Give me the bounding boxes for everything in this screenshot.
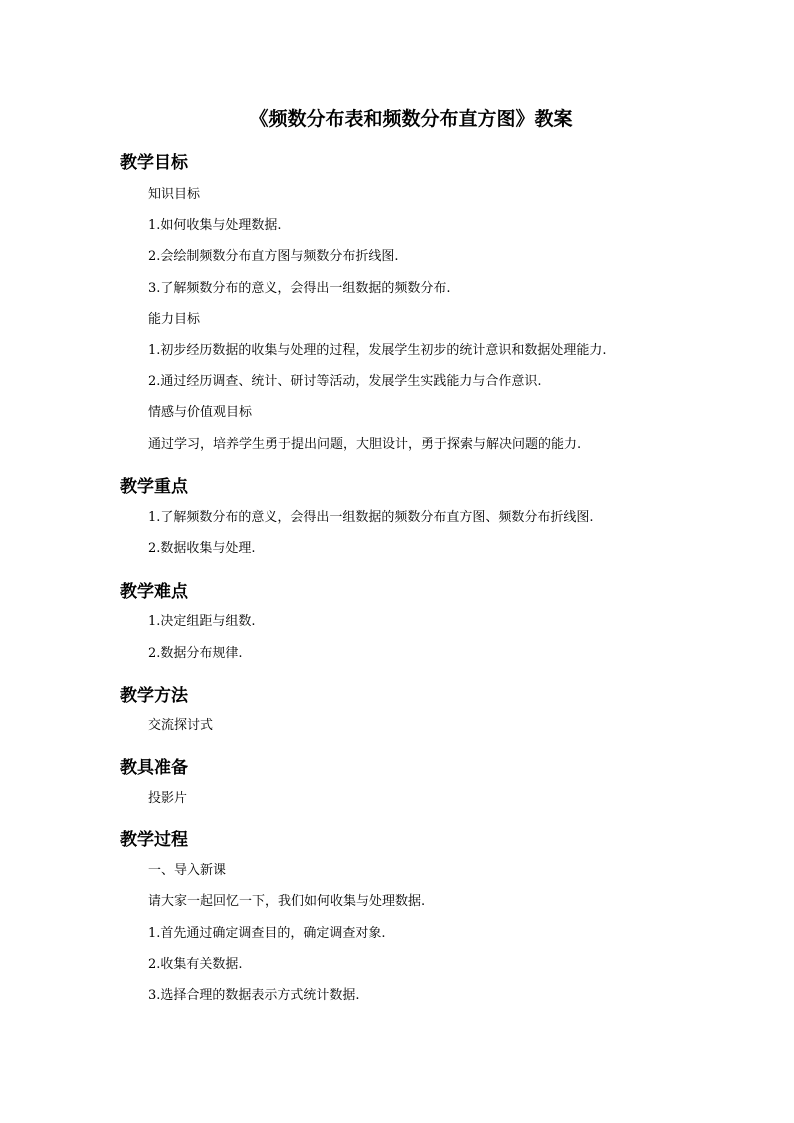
section-heading: 教学过程 bbox=[120, 830, 188, 850]
text-line: 一、导入新课 bbox=[148, 863, 227, 878]
text-line: 1.决定组距与组数. bbox=[148, 614, 256, 629]
text-line: 3.选择合理的数据表示方式统计数据. bbox=[148, 988, 360, 1003]
text-line: 1.初步经历数据的收集与处理的过程，发展学生初步的统计意识和数据处理能力. bbox=[148, 343, 607, 358]
text-line: 投影片 bbox=[148, 791, 188, 806]
document-title: 《频数分布表和频数分布直方图》教案 bbox=[249, 108, 573, 130]
text-line: 知识目标 bbox=[148, 187, 201, 202]
text-line: 2.通过经历调查、统计、研讨等活动，发展学生实践能力与合作意识. bbox=[148, 374, 542, 389]
text-line: 通过学习，培养学生勇于提出问题，大胆设计，勇于探索与解决问题的能力. bbox=[148, 437, 582, 452]
section-heading: 教学重点 bbox=[120, 477, 188, 497]
text-line: 1.首先通过确定调查目的，确定调查对象. bbox=[148, 926, 386, 941]
text-line: 交流探讨式 bbox=[148, 718, 214, 733]
text-line: 2.收集有关数据. bbox=[148, 957, 243, 972]
text-line: 2.会绘制频数分布直方图与频数分布折线图. bbox=[148, 249, 399, 264]
text-line: 1.了解频数分布的意义，会得出一组数据的频数分布直方图、频数分布折线图. bbox=[148, 510, 594, 525]
text-line: 能力目标 bbox=[148, 312, 201, 327]
text-line: 1.如何收集与处理数据. bbox=[148, 218, 282, 233]
section-heading: 教学目标 bbox=[120, 153, 188, 173]
section-heading: 教学难点 bbox=[120, 582, 188, 602]
text-line: 2.数据收集与处理. bbox=[148, 541, 256, 556]
section-heading: 教具准备 bbox=[120, 758, 188, 778]
text-line: 情感与价值观目标 bbox=[148, 405, 253, 420]
text-line: 2.数据分布规律. bbox=[148, 646, 243, 661]
text-line: 3.了解频数分布的意义，会得出一组数据的频数分布. bbox=[148, 281, 451, 296]
text-line: 请大家一起回忆一下，我们如何收集与处理数据. bbox=[148, 894, 426, 909]
section-heading: 教学方法 bbox=[120, 686, 188, 706]
